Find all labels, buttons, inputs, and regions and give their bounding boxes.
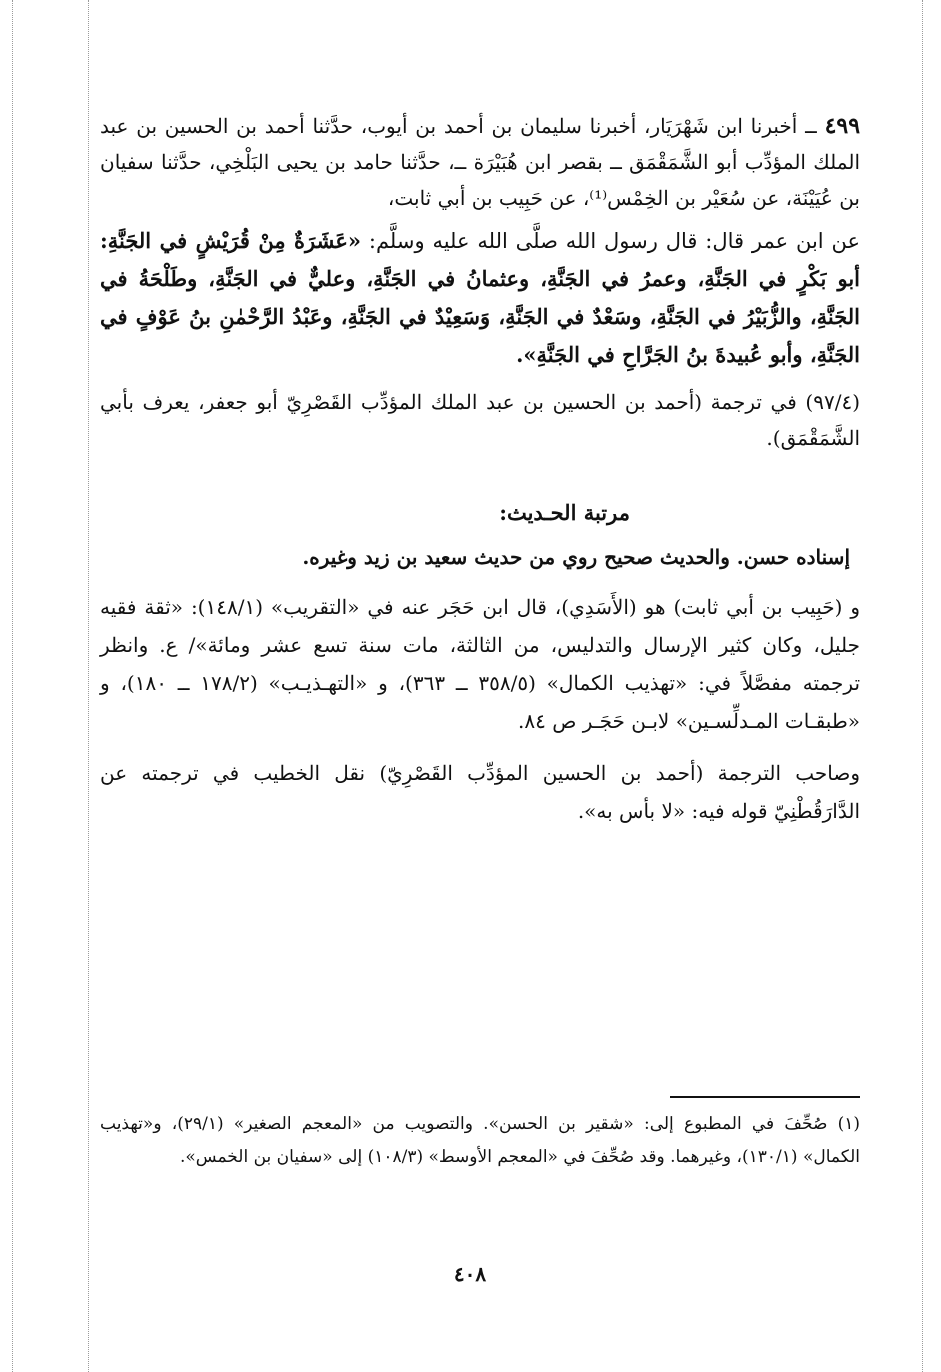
margin-guide-right xyxy=(922,0,923,1372)
isnad-text: ــ أخبرنا ابن شَهْرَيَار، أخبرنا سليمان بن أحمد بن أيوب، حدَّثنا أحمد بن الحسين بن عبد الملك المؤدِّب أبو الشَّمَقْمَق ــ بقصر ابن هُبَيْرَة ــ، حدَّثنا حامد بن يحيى البَلْخِي، حدَّثنا سفيان بن عُيَيْنَة، عن سُعَيْر بن الخِمْس⁽¹⁾، عن حَبِيب بن أبي ثابت، xyxy=(100,114,860,210)
hadith-number: ٤٩٩ xyxy=(824,113,861,139)
page-number: ٤٠٨ xyxy=(453,1262,487,1286)
hadith-matn xyxy=(100,222,860,374)
footnote: (١) صُحِّفَ في المطبوع إلى: «شقير بن الحسن». والتصويب من «المعجم الصغير» (٢٩/١)، و«تهذيب الكمال» (١٣٠/١)، وغيرهما. وقد صُحِّفَ في «المعجم الأوسط» (١٠٨/٣) إلى «سفيان بن الخمس». xyxy=(100,1114,860,1167)
hadith-isnad xyxy=(100,108,860,216)
margin-guide-left xyxy=(12,0,13,1372)
matn-text: «عَشَرَةٌ مِنْ قُرَيْشٍ في الجَنَّةِ: أبو بَكْرٍ في الجَنَّةِ، وعمرُ في الجَنَّةِ، وعثمانُ في الجَنَّةِ، وعليٌّ في الجَنَّةِ، وطَلْحَةُ في الجَنَّةِ، والزُّبَيْرُ في الجَنَّةِ، وسَعْدٌ في الجَنَّةِ، وَسَعِيْدٌ في الجَنَّةِ، وعَبْدُ الرَّحْمٰنِ بنُ عَوْفٍ في الجَنَّةِ، وأبو عُبيدةَ بنُ الجَرَّاحِ في الجَنَّةِ». xyxy=(100,228,860,367)
matn-intro: عن ابن عمر قال: قال رسول الله صلَّى الله عليه وسلَّم: xyxy=(361,229,860,253)
grade-text: إسناده حسن. والحديث صحيح روي من حديث سعيد بن زيد وغيره. xyxy=(302,545,850,569)
subject-note: وصاحب الترجمة (أحمد بن الحسين المؤدِّب القَصْرِيّ) نقل الخطيب في ترجمته عن الدَّارَقُطْنِيّ قوله فيه: «لا بأس به». xyxy=(100,761,860,823)
narrator-note: و (حَبِيب بن أبي ثابت) هو (الأَسَدِي)، قال ابن حَجَر عنه في «التقريب» (١٤٨/١): «ثقة فقيه جليل، وكان كثير الإرسال والتدليس، من الثالثة، مات سنة تسع عشر ومائة»/ ع. وانظر ترجمته مفصَّلاً في: «تهذيب الكمال» (٣٥٨/٥ ــ ٣٦٣)، و «التهـذيـب» (١٧٨/٢ ــ ١٨٠)، و «طبقـات المـدلِّسـين» لابـن حَجَـر ص ٨٤. xyxy=(100,595,861,733)
margin-guide-inner xyxy=(88,0,89,1372)
section-heading: مرتبة الحـديث: xyxy=(499,500,630,525)
main-text xyxy=(100,108,860,830)
source-reference: (٩٧/٤) في ترجمة (أحمد بن الحسين بن عبد الملك المؤدِّب القَصْرِيّ أبو جعفر، يعرف بأبي الشَّمَقْمَق). xyxy=(100,390,860,450)
footnote-divider xyxy=(670,1096,860,1098)
